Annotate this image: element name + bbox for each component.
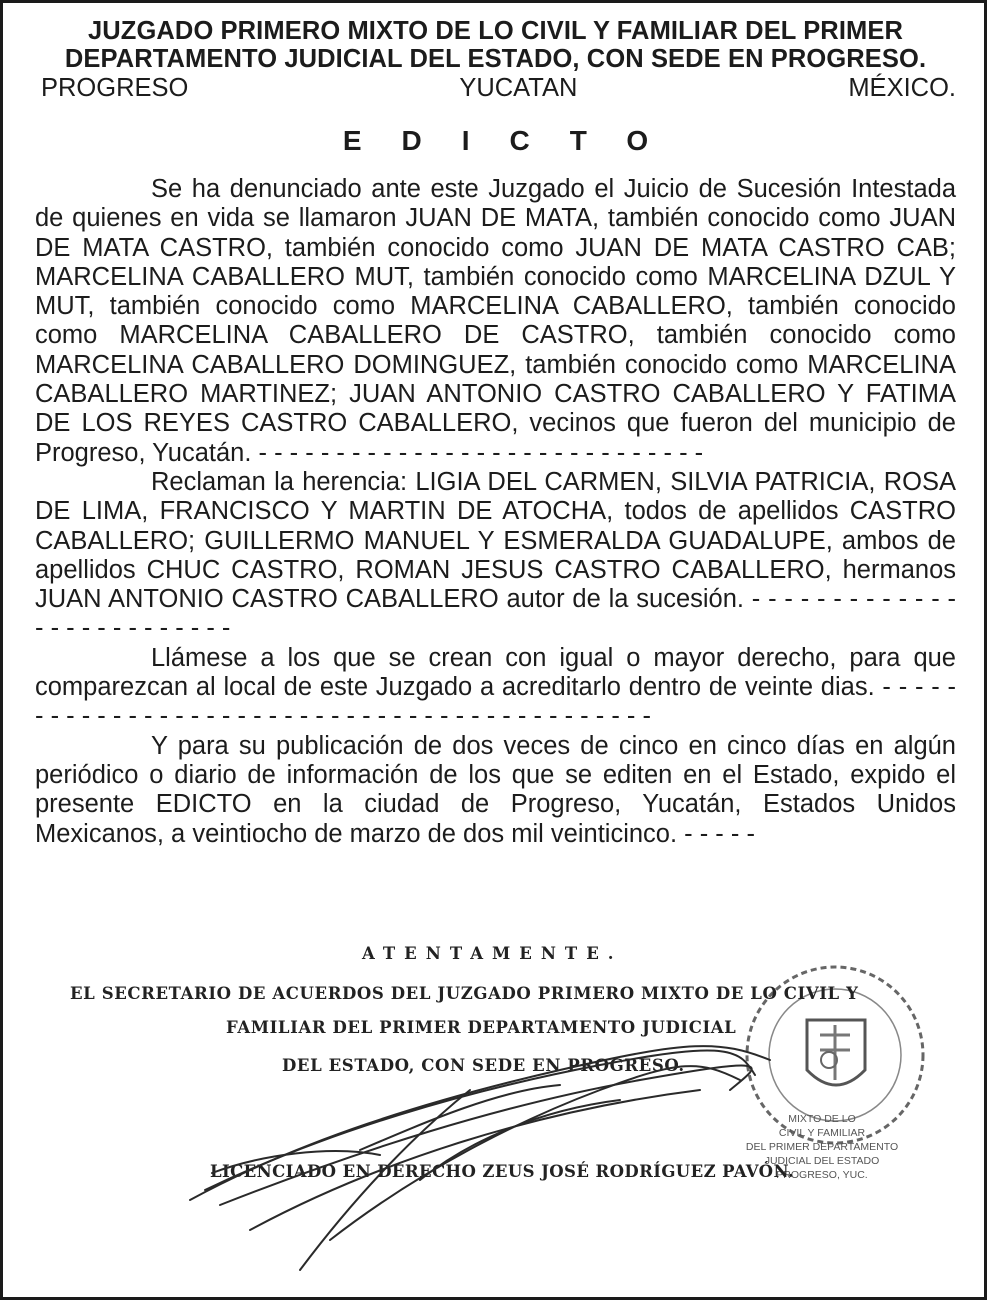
state-label: YUCATAN (459, 74, 578, 102)
handwritten-signature-icon (0, 940, 987, 1300)
signature-block (0, 940, 987, 1300)
signer-title-line-3: DEL ESTADO, CON SEDE EN PROGRESO. (282, 1056, 685, 1075)
court-heading: JUZGADO PRIMERO MIXTO DE LO CIVIL Y FAMILIAR DEL PRIMER DEPARTAMENTO JUDICIAL DEL ESTADO, CON SEDE EN PROGRESO. (64, 17, 927, 73)
paragraph-convocatoria: Llámese a los que se crean con igual o mayor derecho, para que comparezcan al local de este Juzgado a acreditarlo dentro de veinte dias. - - - - - - - - - - - - - - - - - - - - - - - - - - - - - - - - - - - - - - - - - - - - - (35, 643, 956, 731)
city-label: PROGRESO (41, 74, 189, 102)
paragraph-herederos: Reclaman la herencia: LIGIA DEL CARMEN, SILVIA PATRICIA, ROSA DE LIMA, FRANCISCO Y MARTIN DE ATOCHA, todos de apellidos CASTRO CABALLERO; GUILLERMO MANUEL Y ESMERALDA GUADALUPE, ambos de apellidos CHUC CASTRO, ROMAN JESUS CASTRO CABALLERO, hermanos JUAN ANTONIO CASTRO CABALLERO autor de la sucesión. - - - - - - - - - - - - - - - - - - - - - - - - - - (35, 467, 956, 643)
signer-title-line-1: EL SECRETARIO DE ACUERDOS DEL JUZGADO PRIMERO MIXTO DE LO CIVIL Y (70, 984, 859, 1003)
paragraph-denuncia: Se ha denunciado ante este Juzgado el Juicio de Sucesión Intestada de quienes en vida se llamaron JUAN DE MATA, también conocido como JUAN DE MATA CASTRO, también conocido como JUAN DE MATA CASTRO CAB; MARCELINA CABALLERO MUT, también conocido como MARCELINA DZUL Y MUT, también conocido como MARCELINA CABALLERO, también conocido como MARCELINA CABALLERO DE CASTRO, también conocido como MARCELINA CABALLERO DOMINGUEZ, también conocido como MARCELINA CABALLERO MARTINEZ; JUAN ANTONIO CASTRO CABALLERO Y FATIMA DE LOS REYES CASTRO CABALLERO, vecinos que fueron del municipio de Progreso, Yucatán. - - - - - - - - - - - - - - - - - - - - - - - - - - - - - (35, 175, 956, 467)
location-line (41, 73, 956, 103)
signer-title-line-2: FAMILIAR DEL PRIMER DEPARTAMENTO JUDICIAL (226, 1018, 737, 1037)
signer-name: LICENCIADO EN DERECHO ZEUS JOSÉ RODRÍGUEZ PAVÓN. (210, 1162, 795, 1181)
edict-body (35, 175, 956, 849)
document-title: EDICTO (342, 125, 689, 156)
paragraph-publicacion: Y para su publicación de dos veces de cinco en cinco días en algún periódico o diario de información de los que se editen en el Estado, expido el presente EDICTO en la ciudad de Progreso, Yucatán, Estados Unidos Mexicanos, a veintiocho de marzo de dos mil veinticinco. - - - - - (35, 731, 956, 848)
seal-lettering: MIXTO DE LO CIVIL Y FAMILIAR DEL PRIMER DEPARTAMENTO JUDICIAL DEL ESTADO PROGRESO, YUC. (745, 1113, 899, 1181)
closing-text: ATENTAMENTE. (362, 944, 623, 963)
country-label: MÉXICO. (848, 74, 956, 102)
